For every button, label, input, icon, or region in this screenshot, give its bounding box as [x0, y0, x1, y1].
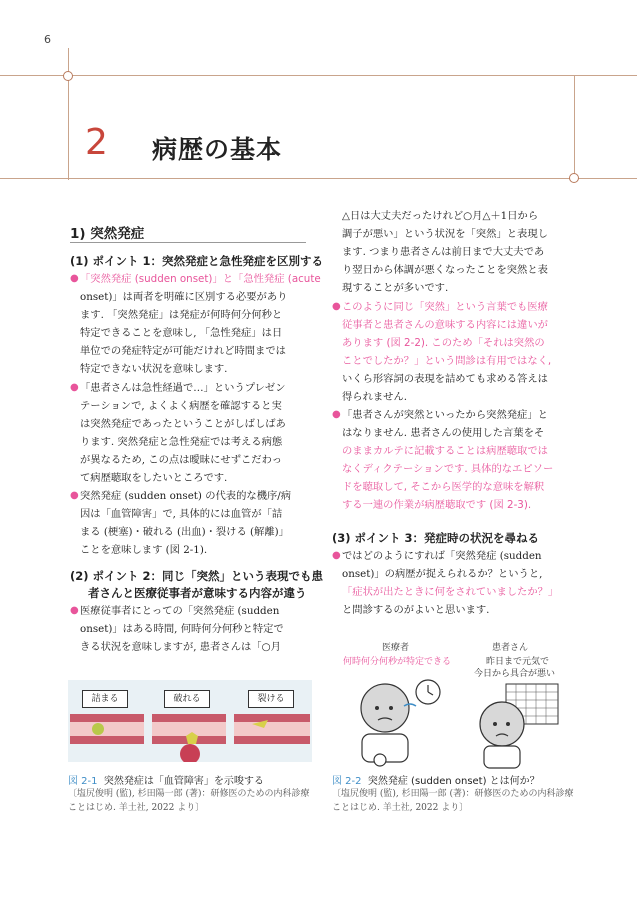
- chapter-title: 病歴の基本: [152, 135, 283, 164]
- point2-bullet2: ● このように同じ「突然」という言葉でも医療 従事者と患者さんの意味する内容には違いが あります (図 2-2). このため「それは突然の ことでしたか？」という問診は有用ではなく, いくら形容詞の表現を詰めても求める答えは 得られません.: [332, 301, 552, 403]
- figure-2-2-source: 〔塩尻俊明 (監), 杉田陽一郎 (著)：研修医のための内科診療 ことはじめ. 羊土社, 2022 より〕: [332, 789, 574, 813]
- section-heading: 1) 突然発症: [70, 226, 145, 242]
- patient-label: 患者さん: [492, 643, 529, 653]
- page-number: 6: [44, 33, 51, 46]
- label-rupture: 破れる: [164, 690, 210, 708]
- point1-heading: (1) ポイント 1：突然発症と急性発症を区別する: [70, 254, 324, 268]
- point2-bullet3: ● 「患者さんが突然といったから突然発症」と はなりません. 患者さんの使用した言葉をそ のままカルテに記載することは病歴聴取では なくディクテーションです. 具体的なエピソー ドを聴取して, そこから医学的な意味を解釈 する一連の作業が病歴聴取です (図 2-3).: [332, 409, 554, 511]
- label-dissection: 裂ける: [248, 690, 294, 708]
- point1-bullet1: ● 「突然発症 (sudden onset)」と「急性発症 (acute onset)」は両者を明確に区別する必要があり ます. 「突然発症」は発症が何時何分何秒と 特定できることを意味し, 「急性発症」は日 単位での発症特定が可能だけれど時間までは 特定できない状況を意味します.: [70, 273, 321, 375]
- point1-bullet2: ● 「患者さんは急性経過で…」というプレゼン テーションで, よくよく病歴を確認すると実 は突然発症であったということがしばしばあ ります. 突然発症と急性発症では考える病態 が異なるため, この点は曖昧にせずこだわっ て病歴聴取をしたいところです.: [70, 382, 286, 484]
- doctor-label: 医療者: [382, 643, 410, 653]
- point2-heading-line1: (2) ポイント 2：同じ「突然」という表現でも患: [70, 569, 324, 583]
- point3-bullet1: ● ではどのようにすれば「突然発症 (sudden onset)」の病歴が捉えられるか？というと, 「症状が出たときに何をされていましたか？」 と問診するのがよいと思います.: [332, 550, 559, 616]
- point2-bullet1: ● 医療従事者にとっての「突然発症 (sudden onset)」はある時間, 何時何分何秒と特定で きる状況を意味しますが, 患者さんは「○月: [70, 605, 284, 653]
- figure-2-2: [340, 676, 574, 770]
- vertical-rule-right: [574, 75, 575, 181]
- doctor-patient-illustration: [340, 676, 574, 770]
- patient-text-line2: 今日から具合が悪い: [474, 669, 556, 679]
- header-rule-bottom: [0, 178, 637, 179]
- point2-continued: △日は大丈夫だったけれど○月△＋1日から 調子が悪い」という状況を「突然」と表現し ます. つまり患者さんは前日まで大丈夫であ り翌日から体調が悪くなったことを突然と表 現することが多いです.: [342, 210, 548, 294]
- rule-circle: [569, 173, 579, 183]
- point3-heading: (3) ポイント 3：発症時の状況を尋ねる: [332, 531, 540, 545]
- figure-2-1-caption: 図 2-1 突然発症は「血管障害」を示唆する: [68, 776, 264, 787]
- figure-2-1: [68, 680, 312, 762]
- section-underline: [70, 242, 306, 243]
- point1-bullet3: ● 突然発症 (sudden onset) の代表的な機序/病 因は「血管障害」で, 具体的には血管が「詰 まる (梗塞)・破れる (出血)・裂ける (解離)」 ことを意味します (図 2-1).: [70, 490, 292, 556]
- vertical-rule-left: [68, 48, 69, 180]
- chapter-number: 2: [85, 122, 108, 163]
- label-occlusion: 詰まる: [82, 690, 128, 708]
- rule-circle: [63, 71, 73, 81]
- patient-text-line1: 昨日まで元気で: [486, 657, 550, 667]
- figure-2-1-source: 〔塩尻俊明 (監), 杉田陽一郎 (著)：研修医のための内科診療 ことはじめ. 羊土社, 2022 より〕: [68, 789, 310, 813]
- figure-2-2-caption: 図 2-2 突然発症 (sudden onset) とは何か？: [332, 776, 540, 787]
- doctor-text: 何時何分何秒が特定できる: [343, 657, 452, 667]
- point2-heading-line2: 者さんと医療従事者が意味する内容が違う: [88, 586, 307, 600]
- header-rule: [0, 75, 637, 76]
